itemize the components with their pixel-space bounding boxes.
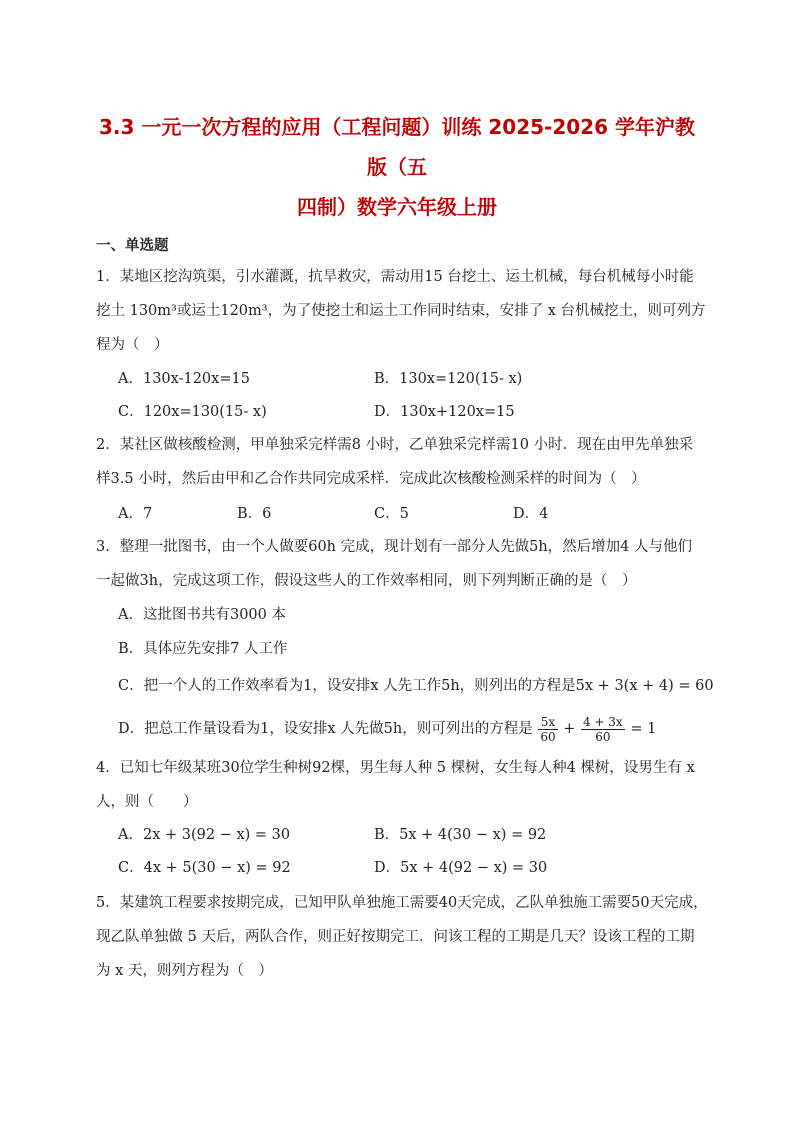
question-3-option-c: C．把一个人的工作效率看为1，设安排x 人先工作5h，则列出的方程是5x + 3(x + 4) = 60 [118,678,714,694]
section-heading: 一、单选题 [96,238,169,254]
question-4-option-d: D．5x + 4(92 − x) = 30 [374,860,548,876]
question-3-option-b: B．具体应先安排7 人工作 [118,641,288,657]
question-2-line-1: 2．某社区做核酸检测，甲单独采完样需8 小时，乙单独采完样需10 小时．现在由甲先单独采 [96,437,694,453]
question-4-option-c: C．4x + 5(30 − x) = 92 [118,860,291,876]
equation-fraction-2 [581,715,625,744]
question-4-line-1: 4．已知七年级某班30位学生种树92棵，男生每人种 5 棵树，女生每人种4 棵树，设男生有 x [96,760,695,776]
question-1-option-b: B．130x=120(15- x) [374,371,523,387]
question-1-option-d: D．130x+120x=15 [374,404,515,420]
fraction-2-numerator: 4 + 3x [582,714,623,729]
question-5-line-3: 为 x 天，则列方程为（ ） [96,963,273,979]
question-3-option-a: A．这批图书共有3000 本 [118,607,286,623]
equation-plus: + [563,721,576,737]
question-2-option-d: D．4 [513,506,549,522]
equation-fraction-1 [538,715,557,744]
question-5-line-1: 5．某建筑工程要求按期完成，已知甲队单独施工需要40天完成，乙队单独施工需要50天完成， [96,895,708,911]
question-2-line-2: 样3.5 小时，然后由甲和乙合作共同完成采样．完成此次核酸检测采样的时间为（ ） [96,471,646,487]
question-4-line-2: 人，则（ ） [96,794,198,810]
question-1-line-1: 1．某地区挖沟筑渠，引水灌溉，抗旱救灾，需动用15 台挖土、运土机械，每台机械每小时能 [96,269,694,285]
question-4-option-a: A．2x + 3(92 − x) = 30 [118,827,291,843]
question-5-line-2: 现乙队单独做 5 天后，两队合作，则正好按期完工．问该工程的工期是几天？设该工程的工期 [96,929,695,945]
title-line-2: 四制）数学六年级上册 [297,195,497,219]
question-1-line-3: 程为（ ） [96,337,169,353]
fraction-1-numerator: 5x [538,715,557,730]
fraction-2-denominator: 60 [595,729,611,744]
question-1-option-c: C．120x=130(15- x) [118,404,267,420]
question-3-line-1: 3．整理一批图书，由一个人做要60h 完成，现计划有一部分人先做5h，然后增加4 人与他们 [96,539,693,555]
equation-rhs: = 1 [630,721,657,737]
question-4-option-b: B．5x + 4(30 − x) = 92 [374,827,547,843]
fraction-1-denominator: 60 [540,729,556,744]
question-3-option-d-text: D．把总工作量设看为1，设安排x 人先做5h，则可列出的方程是 [118,721,533,737]
question-2-option-a: A．7 [118,506,153,522]
question-1-line-2: 挖土 130m³或运土120m³，为了使挖土和运土工作同时结束，安排了 x 台机械挖土，则可列方 [96,303,706,319]
question-3-line-2: 一起做3h，完成这项工作，假设这些人的工作效率相同，则下列判断正确的是（ ） [96,573,637,589]
question-2-option-b: B．6 [237,506,272,522]
question-2-option-c: C．5 [374,506,409,522]
question-3-option-d [118,712,656,746]
title-line-1: 3.3 一元一次方程的应用（工程问题）训练 2025-2026 学年沪教版（五 [99,115,695,179]
question-1-option-a: A．130x-120x=15 [118,371,250,387]
document-title [96,107,698,227]
